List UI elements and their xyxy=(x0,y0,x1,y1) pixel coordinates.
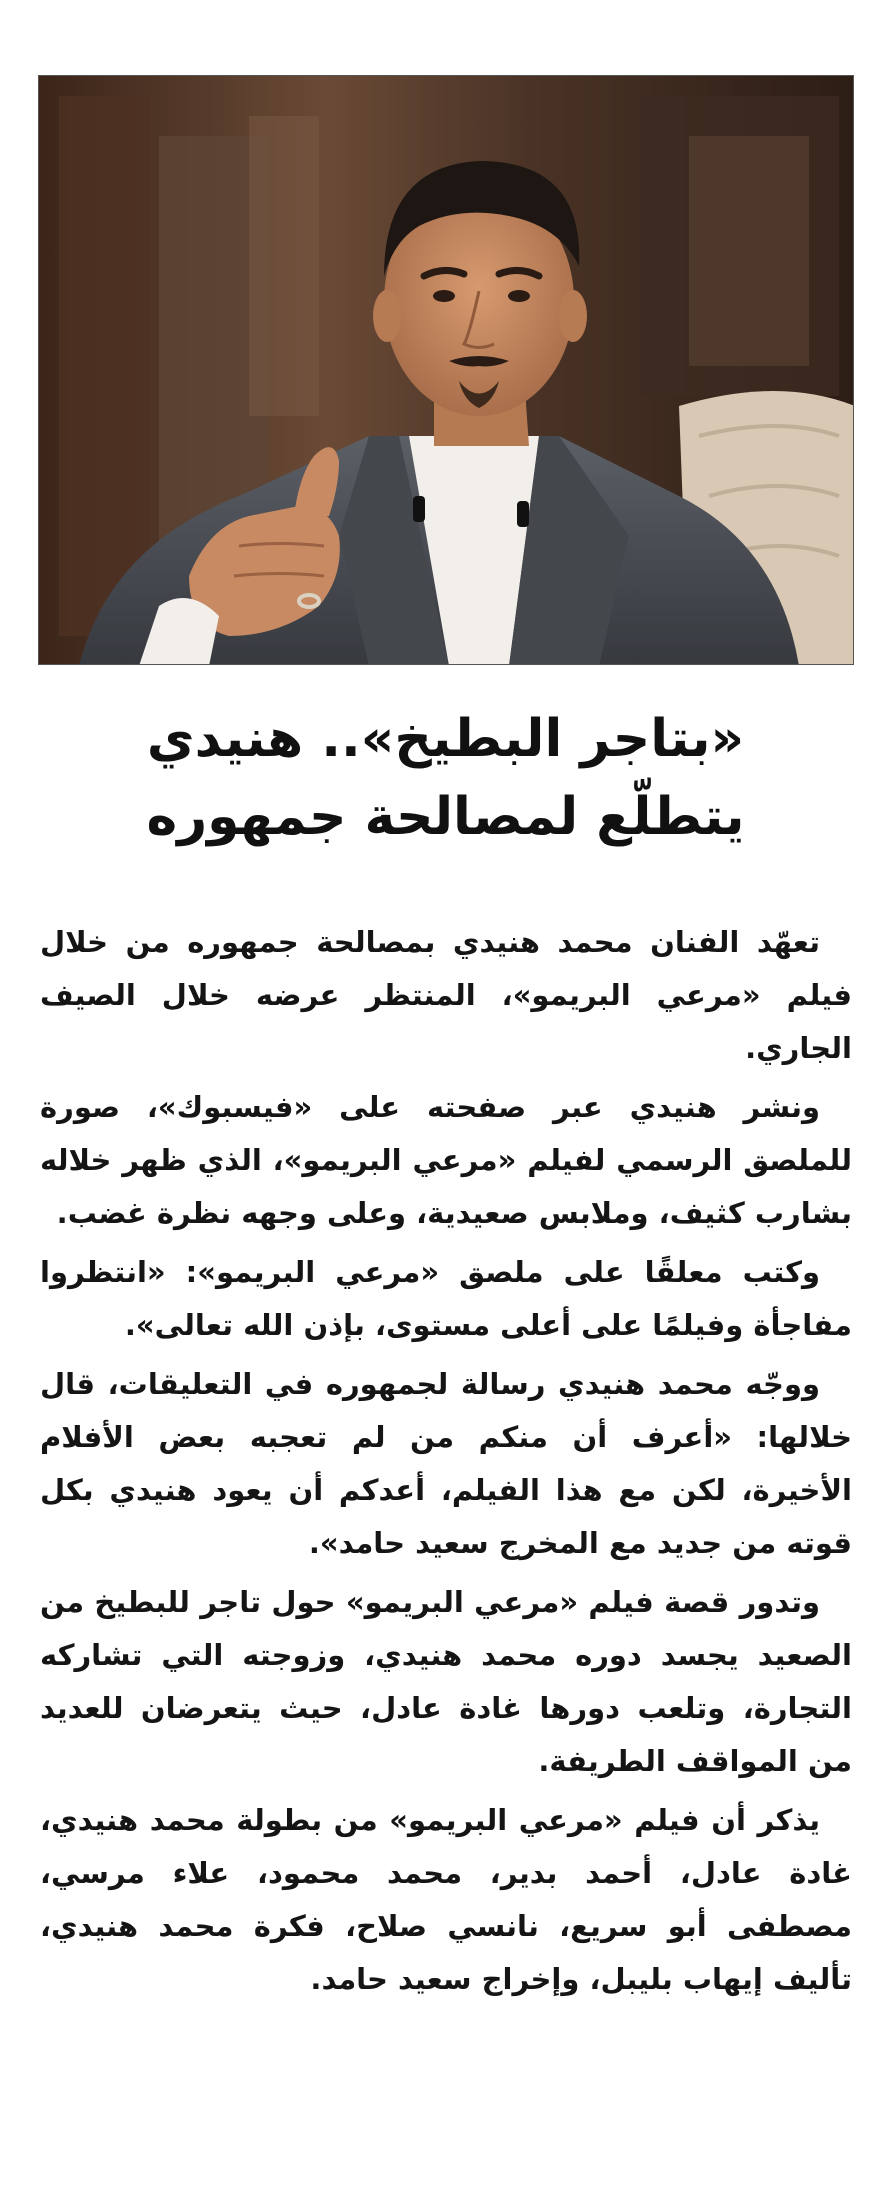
article-photo xyxy=(38,75,854,665)
headline xyxy=(40,700,851,856)
headline-line-2: يتطلّع لمصالحة جمهوره xyxy=(146,787,745,847)
article-paragraph: وكتب معلقًا على ملصق «مرعي البريمو»: «انتظروا مفاجأة وفيلمًا على أعلى مستوى، بإذن الله تعالى». xyxy=(40,1255,852,1342)
article-paragraph: تعهّد الفنان محمد هنيدي بمصالحة جمهوره من خلال فيلم «مرعي البريمو»، المنتظر عرضه خلال الصيف الجاري. xyxy=(40,925,852,1065)
article-paragraph: ونشر هنيدي عبر صفحته على «فيسبوك»، صورة للملصق الرسمي لفيلم «مرعي البريمو»، الذي ظهر خلاله بشارب كثيف، وملابس صعيدية، وعلى وجهه نظرة غضب. xyxy=(40,1090,852,1230)
article-paragraph: يذكر أن فيلم «مرعي البريمو» من بطولة محمد هنيدي، غادة عادل، أحمد بدير، محمد محمود، علاء مرسي، مصطفى أبو سريع، نانسي صلاح، فكرة محمد هنيدي، تأليف إيهاب بليبل، وإخراج سعيد حامد. xyxy=(40,1803,852,1996)
headline-line-1: «بتاجر البطيخ».. هنيدي xyxy=(146,709,745,769)
article-paragraph: وتدور قصة فيلم «مرعي البريمو» حول تاجر للبطيخ من الصعيد يجسد دوره محمد هنيدي، وزوجته التي تشاركه التجارة، وتلعب دورها غادة عادل، حيث يتعرضان للعديد من المواقف الطريفة. xyxy=(40,1585,852,1778)
article-paragraph: ووجّه محمد هنيدي رسالة لجمهوره في التعليقات، قال خلالها: «أعرف أن منكم من لم تعجبه بعض الأفلام الأخيرة، لكن مع هذا الفيلم، أعدكم أن يعود هنيدي بكل قوته من جديد مع المخرج سعيد حامد». xyxy=(40,1367,852,1560)
article-body xyxy=(40,916,852,2012)
